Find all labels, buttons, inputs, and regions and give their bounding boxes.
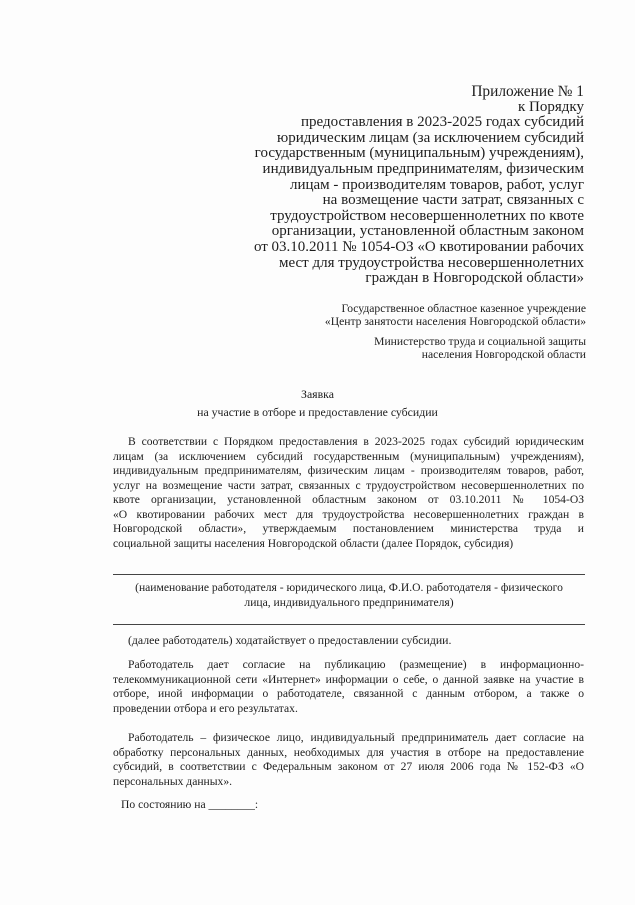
paragraph-line: «О квотировании рабочих мест для трудоустройства несовершеннолетних граждан в <box>113 507 584 521</box>
annex-line: от 03.10.2011 № 1054-ОЗ «О квотировании рабочих <box>253 238 584 255</box>
annex-line: организации, установленной областным законом <box>271 223 584 240</box>
annex-header <box>184 84 584 287</box>
caption-line: лица, индивидуального предпринимателя) <box>244 596 454 609</box>
annex-line: юридическим лицам (за исключением субсидий <box>277 129 584 146</box>
intro-paragraph <box>113 435 584 551</box>
personal-data-consent-paragraph <box>113 731 584 789</box>
paragraph-line: индивидуальным предпринимателям, физическим лицам - производителям товаров, работ, <box>113 464 584 477</box>
paragraph-line: отборе, иной информации о работодателе, связанной с данным отбором, а также о <box>113 687 584 700</box>
paragraph-line: В соответствии с Порядком предоставления в 2023-2025 годах субсидий юридическим <box>128 435 584 448</box>
paragraph-line: лицам (за исключением субсидий государственным (муниципальным) учреждениям), <box>113 449 584 463</box>
annex-line: трудоустройством несовершеннолетних по квоте <box>270 207 584 224</box>
applicant-name-line[interactable] <box>113 574 585 575</box>
paragraph-line: персональных данных». <box>113 774 233 788</box>
applicant-extra-line[interactable] <box>113 624 585 625</box>
paragraph-line: Работодатель – физическое лицо, индивидуальный предприниматель дает согласие на <box>128 731 584 744</box>
document-subtitle: на участие в отборе и предоставление субсидии <box>197 405 438 419</box>
document-title: Заявка <box>301 387 334 401</box>
applicant-caption <box>113 580 585 610</box>
annex-line: мест для трудоустройства несовершеннолетних <box>278 254 584 271</box>
paragraph-line: субсидий, в соответствии с Федеральным законом от 27 июля 2006 года № 152-ФЗ «О <box>113 760 584 773</box>
publication-consent-paragraph <box>113 658 584 716</box>
paragraph-line: телекоммуникационной сети «Интернет» информации о себе, о данной заявке на участие в <box>113 672 584 686</box>
paragraph-line: обработку персональных данных, необходимых для участия в отборе на предоставление <box>113 745 584 759</box>
addressee-line: «Центр занятости населения Новгородской области» <box>324 315 586 328</box>
paragraph-line: услуг на возмещение части затрат, связанных с трудоустройством несовершеннолетних по <box>113 478 584 492</box>
annex-line: предоставления в 2023-2025 годах субсидий <box>300 114 584 131</box>
petition-line: (далее работодатель) ходатайствует о предоставлении субсидии. <box>128 633 452 647</box>
paragraph-line: Новгородской области», утверждаемым постановлением министерства труда и <box>113 522 584 535</box>
annex-line: на возмещение части затрат, связанных с <box>322 192 584 209</box>
date-field[interactable]: По состоянию на ________: <box>121 798 259 811</box>
addressee-ministry <box>206 335 586 361</box>
paragraph-line: Работодатель дает согласие на публикацию (размещение) в информационно- <box>128 658 584 671</box>
annex-line: индивидуальным предпринимателям, физическим <box>262 160 584 177</box>
addressee-line: Министерство труда и социальной защиты <box>374 335 586 348</box>
annex-line: Приложение № 1 <box>471 83 584 100</box>
addressee-line: населения Новгородской области <box>421 348 586 361</box>
addressee-line: Государственное областное казенное учреждение <box>341 302 586 315</box>
annex-line: лицам - производителям товаров, работ, услуг <box>289 176 584 193</box>
annex-line: к Порядку <box>518 98 584 115</box>
paragraph-line: квоте организации, установленной областным законом от 03.10.2011 № 1054-ОЗ <box>113 493 584 506</box>
caption-line: (наименование работодателя - юридического лица, Ф.И.О. работодателя - физического <box>135 581 563 594</box>
addressee-employment-center <box>206 302 586 328</box>
annex-line: граждан в Новгородской области» <box>365 270 584 287</box>
paragraph-line: социальной защиты населения Новгородской области (далее Порядок, субсидия) <box>113 536 514 550</box>
annex-line: государственным (муниципальным) учреждениям), <box>254 145 584 162</box>
paragraph-line: проведении отбора и его результатах. <box>113 701 298 715</box>
